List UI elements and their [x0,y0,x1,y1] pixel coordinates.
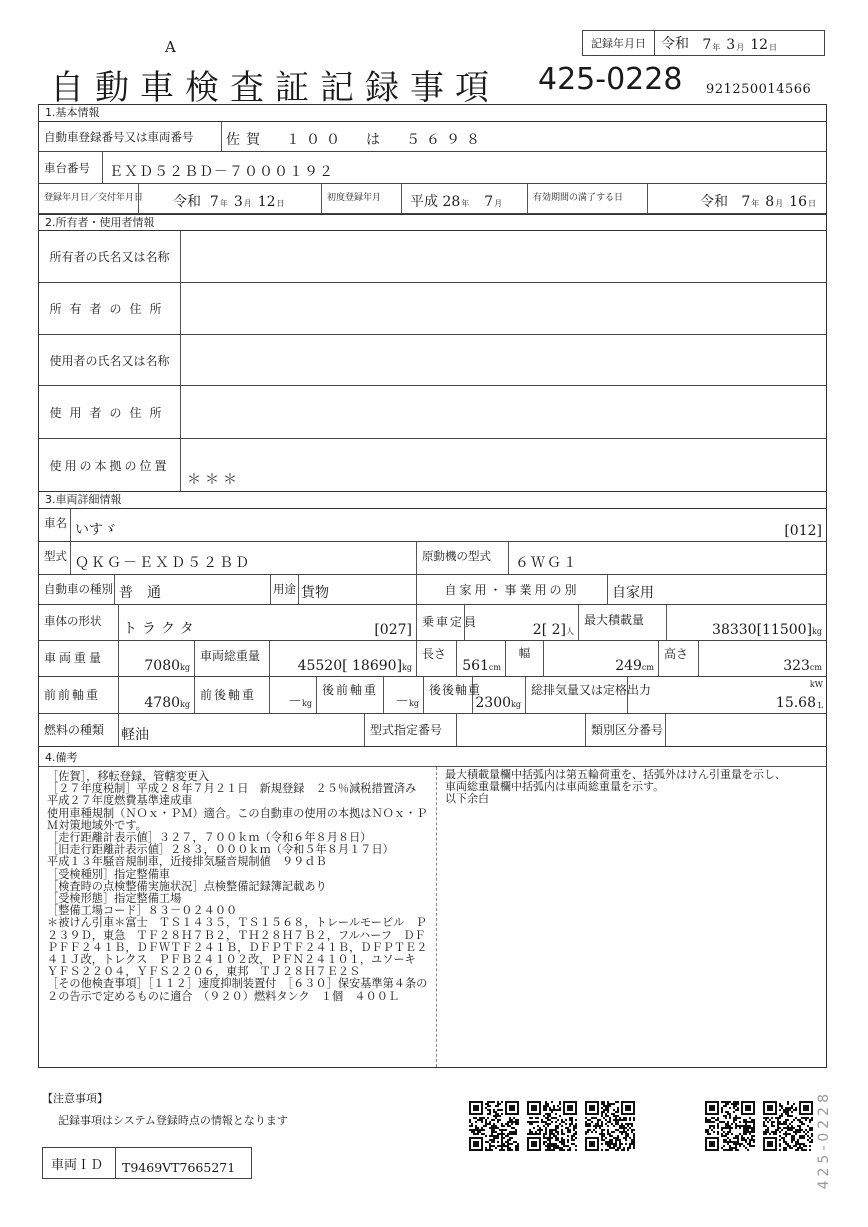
notice-heading: 【注意事項】 [42,1092,108,1105]
private-label: 自家用・事業用の別 [417,575,608,604]
model-value: ＱＫＧ－ＥＸＤ５２ＢＤ [75,555,251,571]
unit-month: 月 [775,199,784,208]
unit-cm: cm [641,663,654,672]
unit-kg: kg [812,627,822,636]
unit-month: 月 [494,199,503,208]
era: 令和 [661,36,689,52]
unit-day: 日 [808,199,816,208]
user-name-row [39,335,826,386]
unit-kg: kg [180,700,190,709]
capacity-number: 2[ 2] [532,622,566,638]
reg-date-label: 登録年月日／交付年月日 [39,184,139,213]
displacement-label: 総排気量又は定格出力 [526,677,628,713]
month: 3 [726,37,736,53]
private-value: 自家用 [612,585,654,601]
unit-year: 年 [751,199,760,208]
width-label: 幅 [506,641,544,676]
chassis-label: 車台番号 [39,152,103,183]
day: 12 [257,194,276,210]
use-value: 貨物 [301,585,329,601]
model-label: 型式 [39,542,71,574]
rf-axle-number: － [395,694,410,710]
ff-axle-number: 4780 [144,695,181,711]
body-label: 車体の形状 [39,605,119,640]
registration-label: 自動車登録番号又は車両番号 [39,122,222,151]
qr-code-5 [763,1101,813,1151]
section-remarks-title: 4.備考 [39,747,826,767]
ff-axle-value [144,695,190,711]
rr-axle-value [475,695,521,711]
rr-axle-label: 後後軸重 [424,677,473,713]
owner-rows [39,231,826,492]
notice-text: 記録事項はシステム登録時点の情報となります [58,1114,288,1127]
document-title: 自動車検査証記録事項 [50,68,500,108]
fuel-row [39,714,826,747]
weight-value [144,658,190,674]
unit-month: 月 [736,43,745,52]
expiry-label: 有効期間の満了する日 [528,184,648,213]
model-row [39,542,826,575]
ff-axle-label: 前前軸重 [39,677,119,713]
max-load-label: 最大積載量 [579,605,667,640]
category-label: 類別区分番号 [586,714,666,746]
user-name-label: 使用者の氏名又は名称 [39,335,181,385]
rf-axle-label: 後前軸重 [317,677,384,713]
vehicle-name-row [39,509,826,542]
axle-row [39,677,826,714]
gross-number: 45520[ 18690] [297,658,403,674]
first-reg-label: 初度登録年月 [322,184,402,213]
fuel-value: 軽油 [121,727,149,743]
user-address-row [39,386,826,439]
weight-number: 7080 [144,658,181,674]
month: 8 [765,194,775,210]
fr-axle-label: 前後軸重 [195,677,270,713]
remarks-body [39,767,826,1067]
height-label: 高さ [659,641,699,676]
base-location-value: ＊＊＊ [187,472,241,488]
weight-label: 車両重量 [39,641,119,676]
reg-date-value [173,191,291,211]
record-date-value [655,31,824,55]
era: 令和 [699,194,728,210]
class-row [39,575,826,605]
max-load-value [712,622,822,638]
inspection-form [38,104,827,1068]
owner-name-row [39,231,826,283]
base-location-label: 使用の本拠の位置 [39,439,181,491]
month: 7 [484,194,494,210]
record-date-box [582,30,825,56]
era: 令和 [173,194,201,210]
handwritten-number: 425-0228 [538,62,683,97]
year: 7 [741,194,751,210]
body-code: [027] [374,622,412,638]
remarks-left: ［佐賀］，移転登録，管轄変更入 ［２７年度税制］平成２８年７月２１日 新規登録 ２５％減税措置済み 平成２７年度燃費基準達成車 使用車種規制（ＮＯｘ・ＰＭ）適合。この自動車の使用の本拠はＮＯｘ・ＰＭ対策地域外です。 ［走行距離計表示値］３２７，７００ｋｍ（令和６年８月８日） ［旧走行距離計表示値］２８３，０００ｋｍ（令和５年８月１７日） 平成１３年騒音規制車，近接排気騒音規制値 ９９ｄＢ ［受検種別］指定整備車 ［検査時の点検整備実施状況］点検整備記録簿記載あり ［受検形態］指定整備工場 ［整備工場コード］８３－０２４００ ＊被けん引車＊富士 ＴＳ１４３５，ＴＳ１５６８，トレールモービル Ｐ２３９Ｄ，東急 ＴＦ２８Ｈ７Ｂ２，ＴＨ２８Ｈ７Ｂ２，フルハーフ ＤＦＰＦＦ２４１Ｂ，ＤＦＷＴＦ２４１Ｂ，ＤＦＰＴＦ２４１Ｂ，ＤＦＰＴＥ２４１Ｊ改，トレクス ＰＦＢ２４１０２改，ＰＦＮ２４１０１，ユソーキ ＹＦＳ２２０４，ＹＦＳ２２０６，東邦 ＴＪ２８Ｈ７Ｅ２Ｓ ［その他検査事項］［１１２］速度抑制装置付 ［６３０］保安基準第４条の２の告示で定めるものに適合 （９２０）燃料タンク １個 ４００Ｌ [39,767,437,1067]
body-row [39,605,826,641]
vehicle-id-label: 車両ＩＤ [43,1148,116,1178]
owner-address-label: 所有者の住所 [39,283,181,334]
section-vehicle-title: 3.車両詳細情報 [39,492,826,509]
class-label: 自動車の種別 [39,575,115,604]
vehicle-id-box [42,1147,252,1179]
qr-code-4 [705,1101,755,1151]
unit-month: 月 [243,199,252,208]
unit-kg: kg [402,663,412,672]
max-load-number: 38330[11500] [712,622,813,638]
unit-l: L [817,701,823,710]
height-value [783,658,822,674]
unit-cm: cm [488,663,501,672]
owner-address-row [39,283,826,335]
displacement-value: 15.68 [775,695,816,711]
era: 平成 [410,194,438,210]
unit-kg: kg [409,699,419,708]
unit-kg: kg [180,663,190,672]
length-value [462,658,501,674]
chassis-row [39,152,826,184]
width-number: 249 [615,658,642,674]
year: 28 [442,194,461,210]
fr-axle-value [288,691,312,711]
body-value: トラクタ [123,621,199,637]
dimensions-row [39,641,826,677]
form-letter: A [165,38,176,56]
day: 12 [750,37,769,53]
unit-cm: cm [809,663,822,672]
section-basic-title: 1.基本情報 [39,105,826,122]
base-location-row [39,439,826,492]
class-value: 普 通 [119,585,161,601]
handwritten-note: 425-0228 [816,1090,832,1190]
unit-kw: kW [809,680,823,689]
expiry-value [700,191,822,211]
engine-label: 原動機の型式 [417,542,509,574]
vehicle-id-value: T9469VT7665271 [122,1160,236,1175]
fuel-label: 燃料の種類 [39,714,119,746]
qr-code-3 [585,1101,635,1151]
remarks-right: 最大積載量欄中括弧内は第五輪荷重を、括弧外はけん引重量を示し、 車両総重量欄中括弧内は車両総重量を示す。 以下余白 [445,768,786,806]
registration-row [39,122,826,152]
unit-day: 日 [769,43,778,52]
dates-row [39,184,826,214]
engine-value: ６ＷＧ１ [515,555,579,571]
type-no-label: 型式指定番号 [365,714,457,746]
gross-label: 車両総重量 [195,641,270,676]
vehicle-name-value: いすゞ [75,522,117,538]
record-date-label: 記録年月日 [583,31,655,55]
length-number: 561 [462,658,489,674]
year: 7 [702,37,712,53]
unit-year: 年 [712,43,721,52]
user-address-label: 使用者の住所 [39,386,181,438]
year: 7 [209,194,219,210]
unit-person: 人 [566,627,574,636]
length-label: 長さ [417,641,457,676]
vehicle-name-label: 車名 [39,509,71,541]
registration-value: 佐賀 １００ は ５６９８ [226,132,486,148]
unit-day: 日 [276,199,285,208]
fr-axle-number: － [288,694,303,710]
vehicle-name-code: [012] [784,523,822,539]
rr-axle-number: 2300 [475,695,512,711]
month: 3 [233,194,243,210]
capacity-label: 乗車定員 [417,605,465,640]
rf-axle-value [395,691,419,711]
section-owner-title: 2.所有者・使用者情報 [39,214,826,231]
chassis-value: ＥＸＤ５２ＢＤ－７０００１９２ [109,164,334,180]
height-number: 323 [783,658,810,674]
width-value [615,658,654,674]
unit-kg: kg [302,699,312,708]
unit-year: 年 [219,199,228,208]
day: 16 [789,194,807,210]
capacity-value [533,622,574,638]
qr-code-2 [527,1101,577,1151]
unit-kg: kg [511,700,521,709]
unit-year: 年 [461,199,470,208]
gross-value [298,658,412,674]
owner-name-label: 所有者の氏名又は名称 [39,231,181,282]
first-reg-value [410,191,508,211]
qr-code-1 [469,1101,519,1151]
document-number: 921250014566 [706,82,812,97]
use-label: 用途 [271,575,299,604]
